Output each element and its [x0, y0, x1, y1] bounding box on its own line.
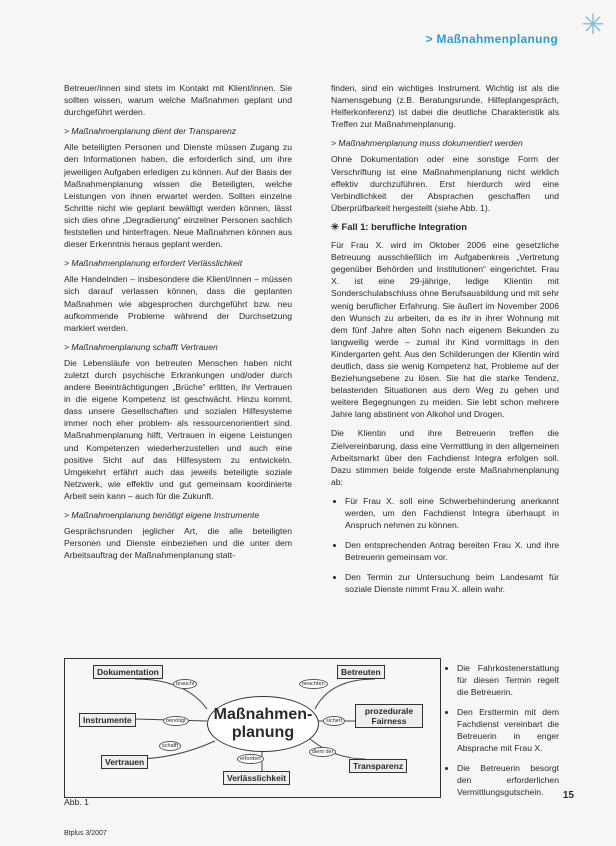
list-item: • Den Ersttermin mit dem Fachdienst vereinbart die Betreuerin in enger Absprache mit Frau X.: [457, 706, 559, 754]
subheading: > Maßnahmenplanung dient der Transparenz: [64, 126, 237, 137]
footer: Btplus 3/2007: [64, 830, 107, 837]
case-heading: [331, 221, 559, 233]
star-decoration-icon: ✳: [581, 9, 605, 40]
label-dient-der: dient der: [309, 747, 336, 757]
case-title: Fall 1: berufliche Integration: [341, 220, 468, 232]
left-column: [64, 82, 292, 568]
paragraph: Die Klientin und ihre Betreuerin treffen die Zielvereinbarung, dass eine Vermittlung in den allgemeinen Arbeitsmarkt über den Fachdienst Integra erfolgen soll. Dazu stimmen beide folgende erste Maßnahmenplanung ab:: [331, 428, 559, 487]
box-betreuten: Betreuten: [337, 665, 385, 679]
subheading: > Maßnahmenplanung benötigt eigene Instrumente: [64, 510, 260, 520]
list-item: • Die Betreuerin besorgt den erforderlichen Vermittlungsgutschein.: [457, 762, 559, 798]
paragraph: Die Lebensläufe von betreuten Menschen haben nicht zuletzt durch psychische Erkrankungen und/oder durch andere Beeinträchtigungen „Brüche“ erlitten, ihr Vertrauen in die eigene Kompetenz ist geschwächt. Hinzu kommt, dass unsere Gesellschaften und sozialen Hilfesysteme immer noch eher problem- als ressourcenorientiert sind. Maßnahmenplanung hilft, Vertrauen in eigene Leistungen und Kompetenzen wiederherzustellen und auch eine positive Sicht auf das Hilfesystem zu entwickeln. Umgekehrt erfährt auch das jeweils beteiligte soziale Netzwerk, wie effektiv und gut gemeinsam koordinierte Arbeit sein kann – auch für die Zukunft.: [64, 357, 292, 501]
box-instrumente: Instrumente: [79, 713, 136, 727]
box-transparenz: Transparenz: [349, 759, 407, 773]
figure-caption: Abb. 1: [64, 797, 89, 807]
label-beachten: beachten: [299, 679, 328, 689]
side-column: [447, 662, 559, 806]
paragraph: Betreuer/innen sind stets im Kontakt mit Klient/innen. Sie sollten wissen, warum welche Maßnahmen geplant und durchgeführt werden.: [64, 83, 292, 118]
paragraph: Alle Handelnden – insbesondere die Klient/innen – müssen sich darauf verlassen können, dass die geplanten Maßnahmen wie abgesprochen durchgeführt bzw. neu aufkommende Probleme während der Durchsetzung markiert werden.: [64, 274, 292, 333]
label-braucht: braucht: [173, 679, 197, 689]
list-item: • Die Fahrkostenerstattung für diesen Termin regelt die Betreuerin.: [457, 662, 559, 698]
label-erfordert: erfordert: [237, 754, 264, 764]
box-fairness: prozedurale Fairness: [355, 704, 423, 728]
subheading: > Maßnahmenplanung schafft Vertrauen: [64, 341, 218, 352]
paragraph: Ohne Dokumentation oder eine sonstige Form der Verschriftung ist eine Maßnahmenplanung nicht wirklich effektiv durchzuführen. Erst hierdurch wird eine Verbindlichkeit der Absprachen geschaffen und Überprüfbarkeit hergestellt (siehe Abb. 1).: [331, 154, 559, 213]
label-benoetigt: benötigt: [163, 716, 189, 726]
concept-diagram: [64, 658, 441, 798]
section-header: > Maßnahmenplanung: [425, 32, 558, 46]
subheading: > Maßnahmenplanung erfordert Verlässlichkeit: [64, 258, 243, 269]
case-marker-icon: ✳: [331, 220, 342, 232]
paragraph: finden, sind ein wichtiges Instrument. Wichtig ist als die Namensgebung (z.B. Beratungsrunde, Hilfeplangespräch, Helferkonferenz) ist dabei die deutliche Charakteristik als Treffen zur Maßnahmenplanung.: [331, 83, 559, 130]
subheading: > Maßnahmenplanung muss dokumentiert werden: [331, 138, 523, 149]
list-item: • Den Termin zur Untersuchung beim Landesamt für soziale Dienste nimmt Frau X. allein wahr.: [345, 571, 559, 595]
paragraph: Alle beteiligten Personen und Dienste müssen Zugang zu den Informationen haben, die erforderlich sind, um ihre jeweiligen Aufgaben erledigen zu können. Auf der Basis der Maßnahmenplanung wissen die Beteiligten, welche Leistungen von ihnen erwartet werden. Sollten einzelne Schritte nicht wie geplant bewältigt werden können, lässt sich dies ohne „Degradierung“ einzelner Personen sachlich feststellen und hinterfragen. Neue Maßnahmen können aus dieser Erkenntnis heraus geplant werden.: [64, 142, 292, 250]
paragraph: Für Frau X. wird im Oktober 2006 eine gesetzliche Betreuung ausschließlich im Aufgabenkreis „Vertretung gegenüber Behörden und Institutionen“ eingerichtet. Frau X. ist eine 29-jährige, ledige Klientin mit Sonderschulabschluss ohne Berufsausbildung und mit sehr wenig beruflicher Erfahrung. Sie äußert im November 2006 den Wunsch zu arbeiten, da es ihr in ihrer Wohnung mit dem fünf Jahre alten Sohn nach eigenem Bekunden zu langweilig werde – zumal ihr Kind vormittags in den Kindergarten geht. Aus den Schilderungen der Klientin wird deutlich, dass sie wenig Kompetenz hat, Probleme auf der Beziehungsebene zu lösen. Sie hat die starke Tendenz, belastenden Situationen aus dem Weg zu gehen und weitere Begegnungen zu meiden. Sie lebt schon mehrere Jahre lang abstinent von Alkohol und Drogen.: [331, 240, 559, 420]
label-schafft: schafft: [159, 741, 181, 751]
paragraph: Gesprächsrunden jeglicher Art, die alle beteiligten Personen und Dienste einbeziehen und die unter dem Arbeitsauftrag der Maßnahmenplanung statt-: [64, 526, 292, 561]
side-list: [447, 662, 559, 798]
box-verlaesslichkeit: Verlässlichkeit: [223, 771, 290, 785]
box-dokumentation: Dokumentation: [93, 665, 163, 679]
page-number: 15: [562, 790, 574, 801]
list-item: • Für Frau X. soll eine Schwerbehinderung anerkannt werden, um den Fachdienst Integra überhaupt in Anspruch nehmen zu können.: [345, 495, 559, 531]
diagram-center: Maßnahmen-planung: [207, 696, 319, 752]
box-vertrauen: Vertrauen: [101, 755, 148, 769]
right-column: [331, 82, 559, 604]
measures-list: [331, 495, 559, 596]
label-sichert: sichert: [323, 716, 345, 726]
list-item: • Den entsprechenden Antrag bereiten Frau X. und ihre Betreuerin gemeinsam vor.: [345, 539, 559, 563]
